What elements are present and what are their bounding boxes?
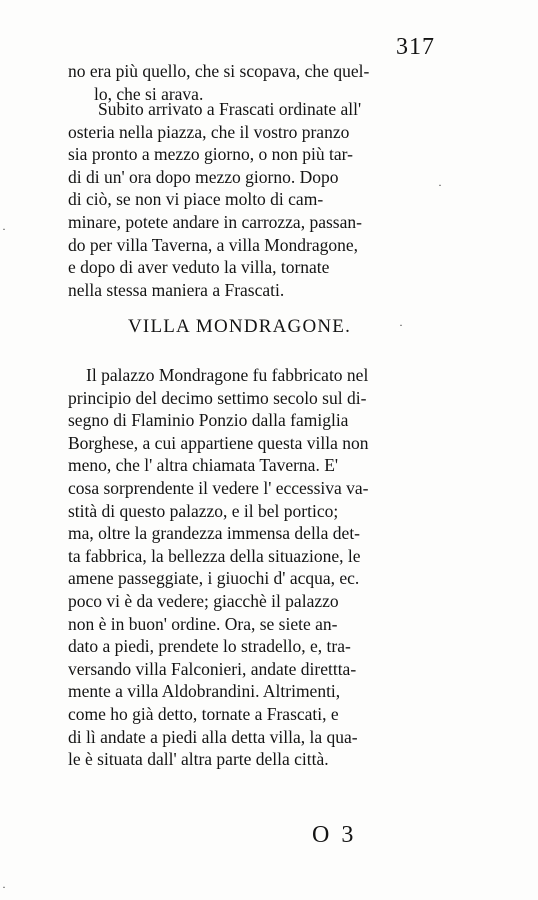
text-line: cosa sorprendente il vedere l' eccessiva va- xyxy=(68,477,369,498)
text-line: stità di questo palazzo, e il bel portico; xyxy=(68,500,339,521)
text-line: le è situata dall' altra parte della città. xyxy=(68,749,329,770)
text-line: meno, che l' altra chiamata Taverna. E' xyxy=(68,455,339,476)
text-line: mente a villa Aldobrandini. Altrimenti, xyxy=(68,681,341,702)
margin-dot-mark: · xyxy=(2,222,6,236)
text-line: minare, potete andare in carrozza, passan- xyxy=(68,211,362,232)
text-line: dato a piedi, prendete lo stradello, e, tra- xyxy=(68,636,351,657)
text-line: no era più quello, che si scopava, che quel- xyxy=(68,61,370,81)
text-line: segno di Flaminio Ponzio dalla famiglia xyxy=(68,410,349,431)
text-line: amene passeggiate, i giuochi d' acqua, ec. xyxy=(68,568,360,589)
text-line: di lì andate a piedi alla detta villa, la qua- xyxy=(68,726,358,747)
text-line: do per villa Taverna, a villa Mondragone, xyxy=(68,234,359,255)
text-line: osteria nella piazza, che il vostro pranzo xyxy=(68,121,350,142)
text-line: Borghese, a cui appartiene questa villa non xyxy=(68,432,369,453)
text-line: come ho già detto, tornate a Frascati, e xyxy=(68,703,339,724)
text-line: ta fabbrica, la bellezza della situazione, le xyxy=(68,545,361,566)
text-line: principio del decimo settimo secolo sul di- xyxy=(68,387,367,408)
signature-mark: O 3 xyxy=(312,822,357,848)
mondragone-paragraph xyxy=(68,364,448,771)
text-line: e dopo di aver veduto la villa, tornate xyxy=(68,257,330,278)
text-line: ma, oltre la grandezza immensa della det- xyxy=(68,523,361,544)
text-line: nella stessa maniera a Frascati. xyxy=(68,279,285,300)
text-line: sia pronto a mezzo giorno, o non più tar- xyxy=(68,144,353,165)
margin-dot-mark: · xyxy=(399,318,403,332)
text-line: Subito arrivato a Frascati ordinate all' xyxy=(98,99,362,119)
text-line: versando villa Falconieri, andate direttta- xyxy=(68,658,357,679)
text-line: lo, che si arava. xyxy=(94,83,204,104)
text-line: Il palazzo Mondragone fu fabbricato nel xyxy=(86,365,369,385)
margin-dot-mark: · xyxy=(438,178,442,192)
frascati-paragraph xyxy=(68,98,448,301)
margin-dot-mark: · xyxy=(2,880,6,894)
page-number: 317 xyxy=(396,34,435,60)
text-line: di di un' ora dopo mezzo giorno. Dopo xyxy=(68,166,339,187)
section-heading: VILLA MONDRAGONE. xyxy=(128,316,352,337)
text-line: di ciò, se non vi piace molto di cam- xyxy=(68,189,324,210)
text-line: non è in buon' ordine. Ora, se siete an- xyxy=(68,613,338,634)
text-line: poco vi è da vedere; giacchè il palazzo xyxy=(68,590,339,611)
